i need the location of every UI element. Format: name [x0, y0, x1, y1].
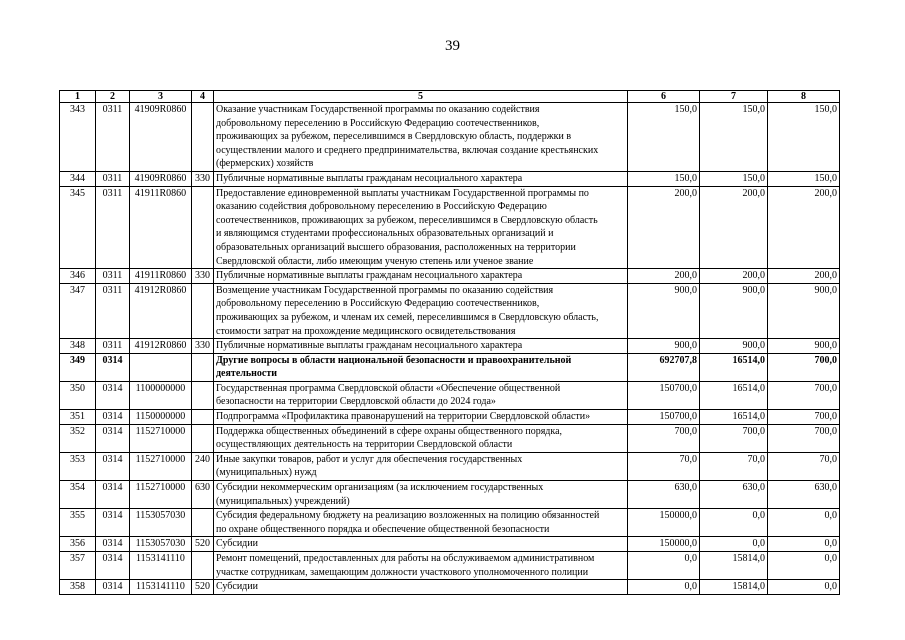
table-row [60, 537, 840, 552]
amount-2020-cell: 900,0 [700, 339, 768, 354]
amount-2020-cell: 16514,0 [700, 353, 768, 381]
description-cell [214, 186, 628, 269]
description-cell [214, 103, 628, 172]
description-cell [214, 353, 628, 381]
row-number-cell: 350 [60, 381, 96, 409]
row-number-cell: 346 [60, 269, 96, 284]
description-cell [214, 424, 628, 452]
target-code-cell: 41909R0860 [130, 103, 192, 172]
target-code-cell: 41909R0860 [130, 171, 192, 186]
amount-2021-cell: 0,0 [768, 537, 840, 552]
section-code-cell: 0314 [96, 410, 130, 425]
target-code-cell: 1152710000 [130, 481, 192, 509]
description-line: добровольному переселению в Российскую Федерацию соотечественников, [216, 298, 540, 310]
header-cell: 3 [130, 91, 192, 103]
description-line: (муниципальных) нужд [216, 467, 317, 479]
expense-type-cell: 330 [192, 171, 214, 186]
description-line: Поддержка общественных объединений в сфере охраны общественного порядка, [216, 425, 563, 437]
section-code-cell: 0311 [96, 171, 130, 186]
description-line: образовательных организаций высшего образования, расположенных на территории [216, 241, 576, 253]
section-code-cell: 0314 [96, 452, 130, 480]
table-row [60, 552, 840, 580]
target-code-cell: 1152710000 [130, 452, 192, 480]
row-number-cell: 357 [60, 552, 96, 580]
header-cell: 6 [628, 91, 700, 103]
amount-2021-cell: 700,0 [768, 424, 840, 452]
description-cell [214, 410, 628, 425]
row-number-cell: 353 [60, 452, 96, 480]
table-row [60, 381, 840, 409]
description-line: Оказание участникам Государственной программы по оказанию содействия [216, 104, 540, 115]
section-code-cell: 0314 [96, 381, 130, 409]
amount-2020-cell: 0,0 [700, 537, 768, 552]
budget-table [59, 90, 840, 595]
description-line: Предоставление единовременной выплаты участникам Государственной программы по [216, 187, 589, 199]
section-code-cell: 0314 [96, 481, 130, 509]
target-code-cell: 1153057030 [130, 509, 192, 537]
row-number-cell: 344 [60, 171, 96, 186]
row-number-cell: 343 [60, 103, 96, 172]
header-cell: 8 [768, 91, 840, 103]
description-cell [214, 381, 628, 409]
expense-type-cell [192, 509, 214, 537]
description-cell [214, 537, 628, 552]
description-line: Свердловской области, либо имеющим ученую степень или ученое звание [216, 255, 534, 267]
description-line: Другие вопросы в области национальной безопасности и правоохранительной [216, 354, 572, 366]
page-number: 39 [445, 38, 460, 54]
description-line: осуществляющих деятельность на территории Свердловской области [216, 439, 513, 451]
expense-type-cell [192, 103, 214, 172]
table-row [60, 452, 840, 480]
amount-2021-cell: 900,0 [768, 283, 840, 338]
amount-2020-cell: 0,0 [700, 509, 768, 537]
amount-2019-cell: 0,0 [628, 552, 700, 580]
amount-2021-cell: 700,0 [768, 410, 840, 425]
description-line: соотечественников, проживающих за рубежом, переселившимся в Свердловскую область [216, 214, 598, 226]
amount-2019-cell: 630,0 [628, 481, 700, 509]
amount-2019-cell: 200,0 [628, 186, 700, 269]
amount-2020-cell: 150,0 [700, 171, 768, 186]
amount-2021-cell: 150,0 [768, 171, 840, 186]
expense-type-cell: 330 [192, 339, 214, 354]
description-line: Иные закупки товаров, работ и услуг для обеспечения государственных [216, 453, 523, 465]
expense-type-cell [192, 552, 214, 580]
description-cell [214, 269, 628, 284]
expense-type-cell: 630 [192, 481, 214, 509]
amount-2020-cell: 15814,0 [700, 580, 768, 595]
description-line: (фермерских) хозяйств [216, 158, 314, 170]
amount-2020-cell: 15814,0 [700, 552, 768, 580]
description-line: Субсидии некоммерческим организациям (за исключением государственных [216, 482, 544, 494]
expense-type-cell: 240 [192, 452, 214, 480]
description-line: стоимости затрат на прохождение медицинского освидетельствования [216, 325, 516, 337]
section-code-cell: 0311 [96, 186, 130, 269]
description-line: проживающих за рубежом, переселившимся в Свердловскую область, поддержки в [216, 131, 572, 143]
amount-2019-cell: 150,0 [628, 103, 700, 172]
amount-2019-cell: 900,0 [628, 339, 700, 354]
row-number-cell: 345 [60, 186, 96, 269]
amount-2020-cell: 200,0 [700, 269, 768, 284]
description-line: участке сотрудникам, замещающим должности участкового уполномоченного полиции [216, 566, 589, 578]
amount-2021-cell: 630,0 [768, 481, 840, 509]
target-code-cell: 1153141110 [130, 580, 192, 595]
expense-type-cell: 520 [192, 580, 214, 595]
row-number-cell: 347 [60, 283, 96, 338]
description-cell [214, 481, 628, 509]
header-cell: 2 [96, 91, 130, 103]
amount-2020-cell: 70,0 [700, 452, 768, 480]
description-line: Публичные нормативные выплаты гражданам несоциального характера [216, 270, 523, 282]
header-cell: 1 [60, 91, 96, 103]
row-number-cell: 356 [60, 537, 96, 552]
header-cell: 4 [192, 91, 214, 103]
row-number-cell: 351 [60, 410, 96, 425]
row-number-cell: 348 [60, 339, 96, 354]
table-row [60, 580, 840, 595]
amount-2020-cell: 200,0 [700, 186, 768, 269]
amount-2020-cell: 16514,0 [700, 381, 768, 409]
section-code-cell: 0314 [96, 353, 130, 381]
amount-2021-cell: 700,0 [768, 353, 840, 381]
description-line: Государственная программа Свердловской области «Обеспечение общественной [216, 382, 561, 394]
amount-2021-cell: 900,0 [768, 339, 840, 354]
expense-type-cell [192, 381, 214, 409]
expense-type-cell: 330 [192, 269, 214, 284]
amount-2020-cell: 16514,0 [700, 410, 768, 425]
amount-2021-cell: 150,0 [768, 103, 840, 172]
description-cell [214, 509, 628, 537]
amount-2019-cell: 0,0 [628, 580, 700, 595]
section-code-cell: 0314 [96, 580, 130, 595]
amount-2021-cell: 200,0 [768, 269, 840, 284]
expense-type-cell [192, 186, 214, 269]
target-code-cell: 41912R0860 [130, 339, 192, 354]
target-code-cell: 41912R0860 [130, 283, 192, 338]
target-code-cell: 1100000000 [130, 381, 192, 409]
table-row [60, 339, 840, 354]
amount-2021-cell: 0,0 [768, 509, 840, 537]
table-row [60, 103, 840, 172]
amount-2019-cell: 150000,0 [628, 509, 700, 537]
amount-2019-cell: 692707,8 [628, 353, 700, 381]
description-line: по охране общественного порядка и обеспечение общественной безопасности [216, 523, 550, 535]
row-number-cell: 354 [60, 481, 96, 509]
row-number-cell: 355 [60, 509, 96, 537]
target-code-cell: 1150000000 [130, 410, 192, 425]
description-line: Ремонт помещений, предоставленных для работы на обслуживаемом административном [216, 553, 595, 564]
expense-type-cell: 520 [192, 537, 214, 552]
expense-type-cell [192, 410, 214, 425]
section-code-cell: 0311 [96, 283, 130, 338]
table-row [60, 269, 840, 284]
row-number-cell: 349 [60, 353, 96, 381]
target-code-cell: 1152710000 [130, 424, 192, 452]
amount-2019-cell: 150,0 [628, 171, 700, 186]
amount-2020-cell: 900,0 [700, 283, 768, 338]
amount-2020-cell: 700,0 [700, 424, 768, 452]
table-row [60, 481, 840, 509]
amount-2019-cell: 150700,0 [628, 410, 700, 425]
section-code-cell: 0314 [96, 424, 130, 452]
target-code-cell: 41911R0860 [130, 269, 192, 284]
description-line: Подпрограмма «Профилактика правонарушений на территории Свердловской области» [216, 411, 591, 423]
section-code-cell: 0314 [96, 509, 130, 537]
description-line: безопасности на территории Свердловской области до 2024 года» [216, 396, 496, 408]
target-code-cell: 1153141110 [130, 552, 192, 580]
table-row [60, 410, 840, 425]
table-row [60, 509, 840, 537]
description-cell [214, 452, 628, 480]
table-row [60, 171, 840, 186]
amount-2021-cell: 70,0 [768, 452, 840, 480]
description-line: деятельности [216, 368, 278, 380]
description-line: (муниципальных) учреждений) [216, 495, 350, 507]
amount-2019-cell: 150000,0 [628, 537, 700, 552]
description-line: Возмещение участникам Государственной программы по оказанию содействия [216, 284, 554, 296]
section-code-cell: 0311 [96, 339, 130, 354]
table-row [60, 424, 840, 452]
amount-2021-cell: 700,0 [768, 381, 840, 409]
description-line: Субсидии [216, 581, 258, 593]
section-code-cell: 0311 [96, 103, 130, 172]
description-line: добровольному переселению в Российскую Федерацию соотечественников, [216, 117, 540, 129]
amount-2020-cell: 150,0 [700, 103, 768, 172]
description-cell [214, 283, 628, 338]
section-code-cell: 0311 [96, 269, 130, 284]
expense-type-cell [192, 283, 214, 338]
amount-2021-cell: 0,0 [768, 552, 840, 580]
description-cell [214, 552, 628, 580]
row-number-cell: 358 [60, 580, 96, 595]
description-line: Субсидия федеральному бюджету на реализацию возложенных на полицию обязанностей [216, 510, 600, 522]
amount-2019-cell: 900,0 [628, 283, 700, 338]
description-line: осуществлении малого и среднего предпринимательства, включая создание крестьянских [216, 144, 599, 156]
description-line: Публичные нормативные выплаты гражданам несоциального характера [216, 340, 523, 352]
description-line: и являющимся студентами профессиональных образовательных организаций и [216, 228, 554, 240]
amount-2021-cell: 200,0 [768, 186, 840, 269]
description-cell [214, 171, 628, 186]
amount-2019-cell: 700,0 [628, 424, 700, 452]
row-number-cell: 352 [60, 424, 96, 452]
table-body [60, 103, 840, 595]
description-line: Публичные нормативные выплаты гражданам несоциального характера [216, 172, 523, 184]
expense-type-cell [192, 424, 214, 452]
target-code-cell: 41911R0860 [130, 186, 192, 269]
amount-2019-cell: 200,0 [628, 269, 700, 284]
amount-2021-cell: 0,0 [768, 580, 840, 595]
table-row [60, 353, 840, 381]
expense-type-cell [192, 353, 214, 381]
target-code-cell: 1153057030 [130, 537, 192, 552]
table-row [60, 283, 840, 338]
description-cell [214, 580, 628, 595]
description-line: оказанию содействия добровольному переселению в Российскую Федерацию [216, 201, 547, 213]
amount-2019-cell: 150700,0 [628, 381, 700, 409]
header-cell: 7 [700, 91, 768, 103]
section-code-cell: 0314 [96, 537, 130, 552]
amount-2020-cell: 630,0 [700, 481, 768, 509]
description-line: проживающих за рубежом, и членам их семей, переселившимся в Свердловскую область, [216, 311, 599, 323]
amount-2019-cell: 70,0 [628, 452, 700, 480]
header-row [60, 91, 840, 103]
description-line: Субсидии [216, 538, 258, 550]
target-code-cell [130, 353, 192, 381]
section-code-cell: 0314 [96, 552, 130, 580]
table-row [60, 186, 840, 269]
description-cell [214, 339, 628, 354]
header-cell: 5 [214, 91, 628, 103]
